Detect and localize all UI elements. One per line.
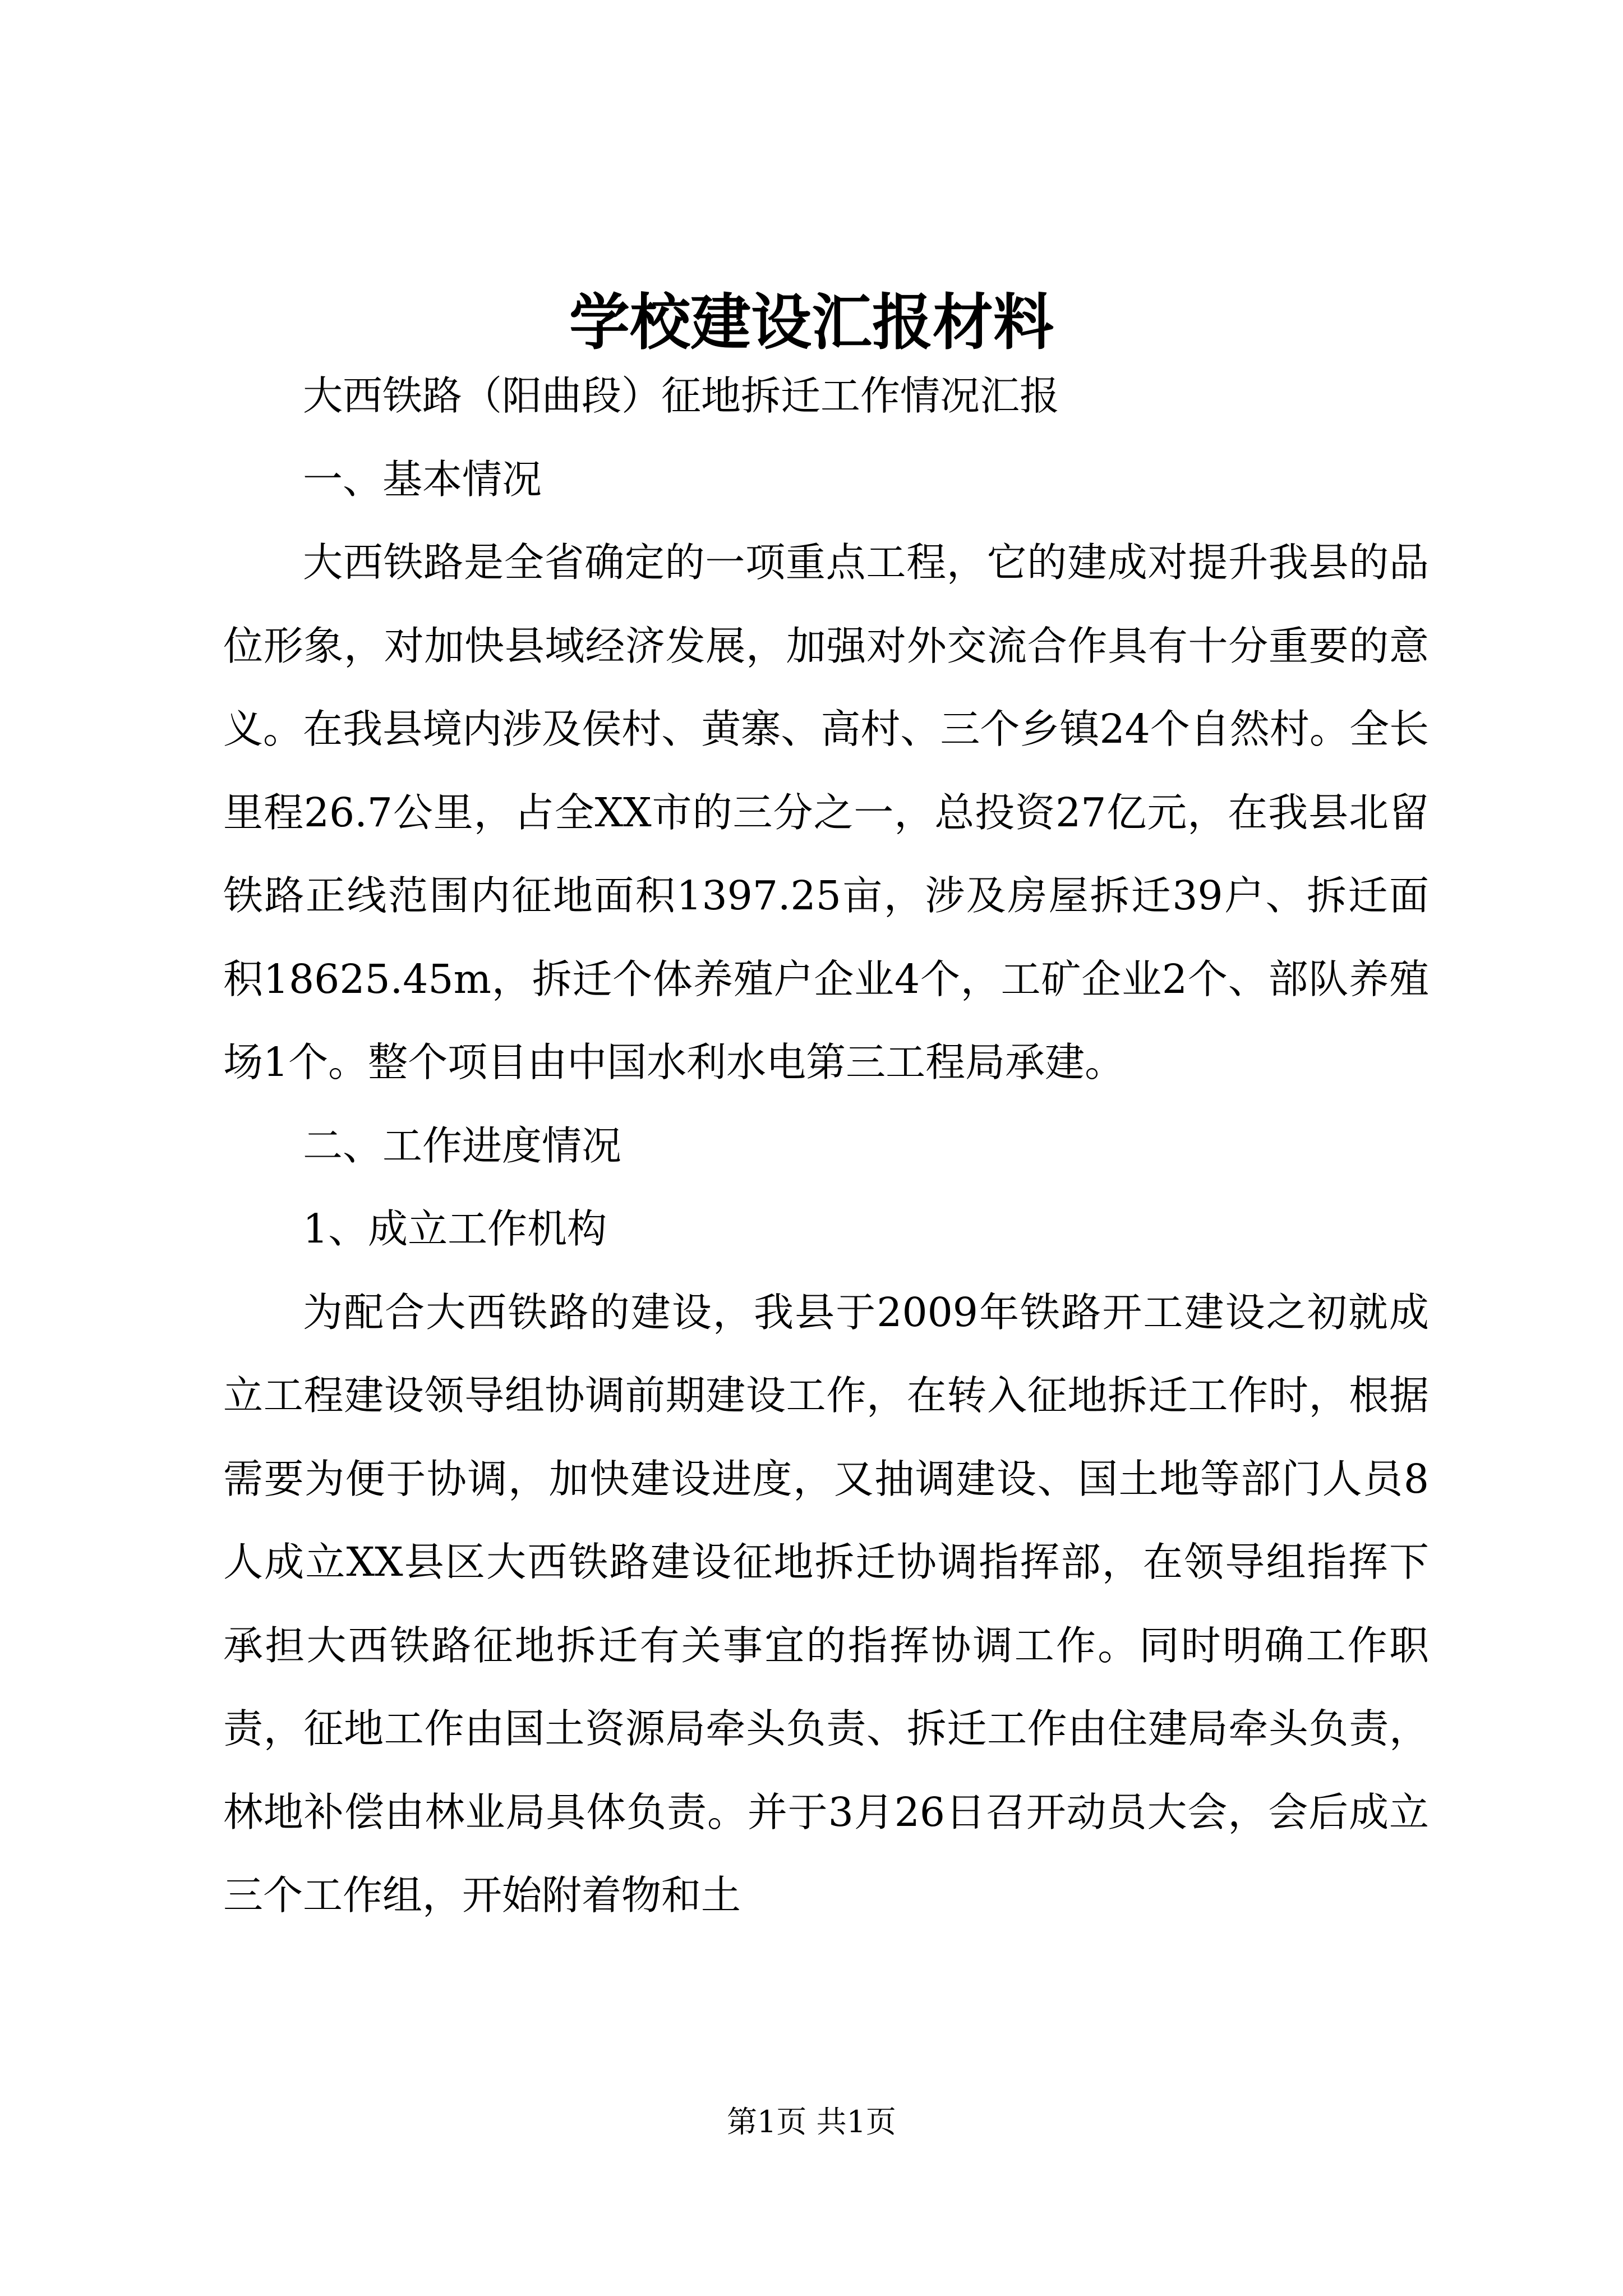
section-heading-basic-situation: 一、基本情况 — [303, 455, 542, 503]
section-heading-progress: 二、工作进度情况 — [303, 1122, 622, 1169]
document-body — [223, 355, 1429, 1938]
paragraph-organization: 为配合大西铁路的建设，我县于2009年铁路开工建设之初就成立工程建设领导组协调前期建设工作，在转入征地拆迁工作时，根据需要为便于协调，加快建设进度，又抽调建设、国土地等部门人员8人成立XX县区大西铁路建设征地拆迁协调指挥部，在领导组指挥下承担大西铁路征地拆迁有关事宜的指挥协调工作。同时明确工作职责，征地工作由国土资源局牵头负责、拆迁工作由住建局牵头负责，林地补偿由林业局具体负责。并于3月26日召开动员大会，会后成立三个工作组，开始附着物和土 — [223, 1289, 1429, 1918]
page-footer: 第1页 共1页 — [727, 2104, 896, 2139]
subsection-heading-organization: 1、成立工作机构 — [303, 1205, 607, 1252]
report-subtitle: 大西铁路（阳曲段）征地拆迁工作情况汇报 — [303, 372, 1060, 419]
document-title: 学校建设汇报材料 — [569, 287, 1054, 358]
paragraph-basic-situation: 大西铁路是全省确定的一项重点工程，它的建成对提升我县的品位形象，对加快县域经济发展，加强对外交流合作具有十分重要的意义。在我县境内涉及侯村、黄寨、高村、三个乡镇24个自然村。全长里程26.7公里，占全XX市的三分之一，总投资27亿元，在我县北留铁路正线范围内征地面积1397.25亩，涉及房屋拆迁39户、拆迁面积18625.45m，拆迁个体养殖户企业4个，工矿企业2个、部队养殖场1个。整个项目由中国水利水电第三工程局承建。 — [223, 539, 1429, 1085]
